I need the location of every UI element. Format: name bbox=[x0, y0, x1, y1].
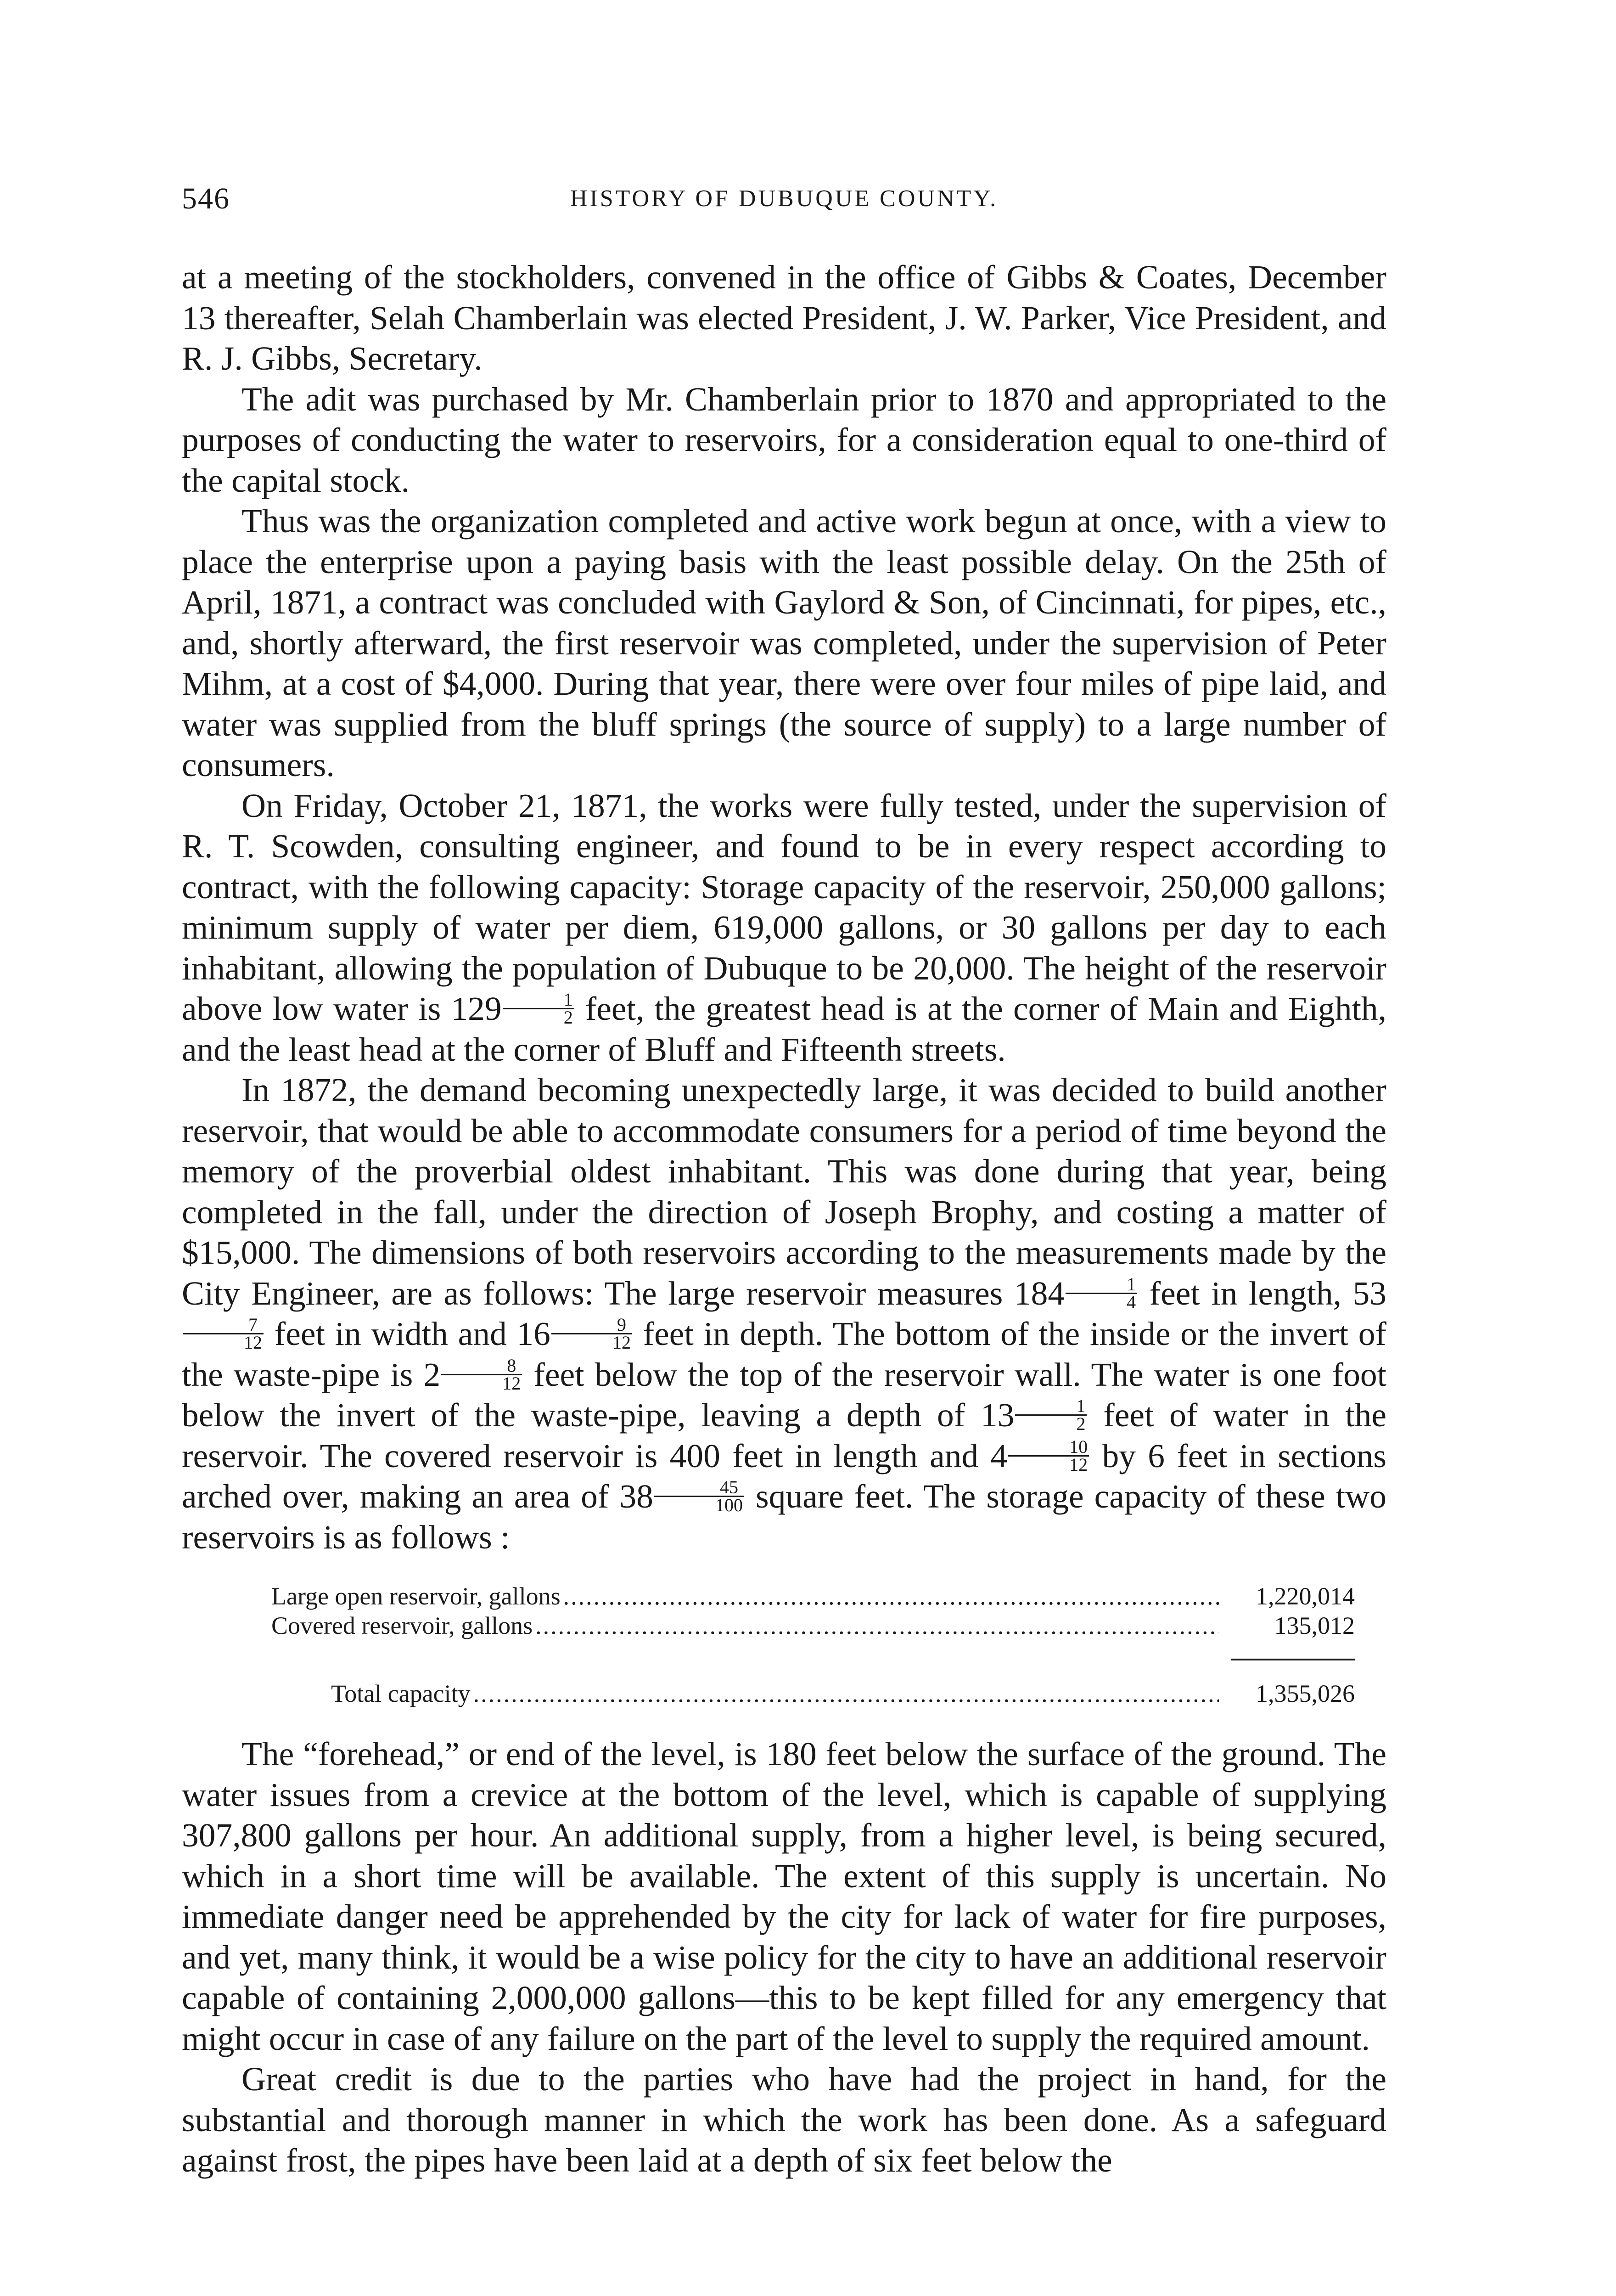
fraction-denominator: 12 bbox=[612, 1332, 631, 1353]
paragraph-stockholders-meeting: at a meeting of the stockholders, convened in the office of Gibbs & Coates, December 13 thereafter, Selah Chamberlain was elected President, J. W. Parker, Vice President, and R. J. Gibbs, Secretary. bbox=[182, 259, 1386, 377]
text-run: by 6 feet in sections arched over, making an area of 38 bbox=[182, 1437, 1386, 1515]
paragraph-adit-purchase: The adit was purchased by Mr. Chamberlain prior to 1870 and appropriated to the purposes of conducting the water to reservoirs, for a consideration equal to one-third of the capital stock. bbox=[182, 380, 1386, 499]
fraction-numerator: 45 bbox=[654, 1479, 744, 1497]
page-header bbox=[182, 181, 1386, 218]
table-row bbox=[271, 1581, 1355, 1611]
fraction-denominator: 2 bbox=[563, 1007, 573, 1028]
text-run: feet, the greatest head is at the corner of Main and Eighth, and the least head at the corner of Bluff and Fifteenth streets. bbox=[182, 990, 1387, 1068]
fraction-denominator: 12 bbox=[502, 1373, 521, 1394]
fraction bbox=[503, 991, 574, 1026]
text-run: feet in length, 53 bbox=[1138, 1274, 1386, 1312]
leader-dots bbox=[473, 1679, 1219, 1708]
text-run: In 1872, the demand becoming unexpectedly large, it was decided to build another reservoir, that would be able to accommodate consumers for a period of time beyond the memory of the proverbial oldest inhabitant. This was done during that year, being completed in the fall, under the direction of Joseph Brophy, and costing a matter of $15,000. The dimensions of both reservoirs according to the measurements made by the City Engineer, are as follows: The large reservoir measures 184 bbox=[182, 1071, 1386, 1312]
fraction bbox=[654, 1479, 744, 1514]
text-run: feet of water in the reservoir. The covered reservoir is 400 feet in length and 4 bbox=[182, 1396, 1386, 1474]
paragraph-second-reservoir bbox=[182, 1070, 1386, 1558]
text-run: feet below the top of the reservoir wall. The water is one foot below the invert of the waste-pipe, leaving a depth of 13 bbox=[182, 1356, 1386, 1434]
fraction-numerator: 8 bbox=[441, 1357, 522, 1375]
fraction bbox=[1066, 1273, 1137, 1312]
fraction-numerator: 1 bbox=[1066, 1276, 1137, 1294]
text-run: On Friday, October 21, 1871, the works were fully tested, under the supervision of R. T. Scowden, consulting engineer, and found to be in every respect according to contract, with the following capacity: Storage capacity of the reservoir, 250,000 gallons; minimum supply of water per diem, 619,000 gallons, or 30 gallons per day to each inhabitant, allowing the population of Dubuque to be 20,000. The height of the reservoir above low water is 129 bbox=[182, 787, 1386, 1027]
capacity-table bbox=[182, 1581, 1355, 1708]
fraction-denominator: 2 bbox=[1076, 1413, 1086, 1434]
text-run: square feet. The storage capacity of these two reservoirs is as follows : bbox=[182, 1478, 1386, 1556]
fraction-numerator: 10 bbox=[1008, 1439, 1089, 1457]
text-run: feet in depth. The bottom of the inside or the invert of the waste-pipe is 2 bbox=[182, 1315, 1386, 1393]
fraction-denominator: 12 bbox=[1069, 1454, 1088, 1475]
fraction-denominator: 100 bbox=[715, 1495, 743, 1515]
paragraph-organization: Thus was the organization completed and active work begun at once, with a view to place the enterprise upon a paying basis with the least possible delay. On the 25th of April, 1871, a contract was concluded with Gaylord & Son, of Cincinnati, for pipes, etc., and, shortly afterward, the first reservoir was completed, under the supervision of Peter Mihm, at a cost of $4,000. During that year, there were over four miles of pipe laid, and water was supplied from the bluff springs (the source of supply) to a large number of consumers. bbox=[182, 502, 1386, 783]
body-text bbox=[182, 257, 1386, 2181]
paragraph-great-credit: Great credit is due to the parties who have had the project in hand, for the substantial and thorough manner in which the work has been done. As a safeguard against frost, the pipes have been laid at a depth of six feet below the bbox=[182, 2060, 1386, 2179]
fraction bbox=[183, 1314, 264, 1353]
leader-dots bbox=[563, 1581, 1219, 1611]
fraction bbox=[1015, 1398, 1087, 1432]
running-head: HISTORY OF DUBUQUE COUNTY. bbox=[570, 186, 999, 212]
row-label: Covered reservoir, gallons bbox=[271, 1612, 533, 1639]
row-label: Large open reservoir, gallons bbox=[271, 1582, 561, 1610]
leader-dots bbox=[535, 1611, 1219, 1640]
total-rule bbox=[1231, 1659, 1355, 1660]
paragraph-works-tested bbox=[182, 786, 1386, 1070]
fraction bbox=[441, 1357, 522, 1392]
table-total-row bbox=[271, 1679, 1355, 1708]
fraction bbox=[1008, 1436, 1089, 1475]
page-number: 546 bbox=[182, 182, 230, 215]
fraction-denominator: 4 bbox=[1127, 1291, 1136, 1312]
row-value: 135,012 bbox=[1274, 1612, 1355, 1639]
total-label: Total capacity bbox=[331, 1680, 471, 1707]
fraction-numerator: 9 bbox=[551, 1317, 632, 1334]
fraction-numerator: 1 bbox=[1015, 1398, 1087, 1416]
table-row bbox=[271, 1611, 1355, 1640]
text-run: feet in width and 16 bbox=[264, 1315, 550, 1352]
fraction-denominator: 12 bbox=[244, 1332, 262, 1353]
fraction bbox=[551, 1314, 632, 1353]
fraction-numerator: 7 bbox=[183, 1317, 264, 1334]
row-value: 1,220,014 bbox=[1256, 1582, 1355, 1610]
total-value: 1,355,026 bbox=[1256, 1680, 1355, 1707]
paragraph-forehead: The “forehead,” or end of the level, is 180 feet below the surface of the ground. The water issues from a crevice at the bottom of the level, which is capable of supplying 307,800 gallons per hour. An additional supply, from a higher level, is being secured, which in a short time will be available. The extent of this supply is uncertain. No immediate danger need be apprehended by the city for lack of water for fire purposes, and yet, many think, it would be a wise policy for the city to have an additional reservoir capable of containing 2,000,000 gallons—this to be kept filled for any emergency that might occur in case of any failure on the part of the level to supply the required amount. bbox=[182, 1735, 1386, 2057]
fraction-numerator: 1 bbox=[503, 991, 574, 1009]
